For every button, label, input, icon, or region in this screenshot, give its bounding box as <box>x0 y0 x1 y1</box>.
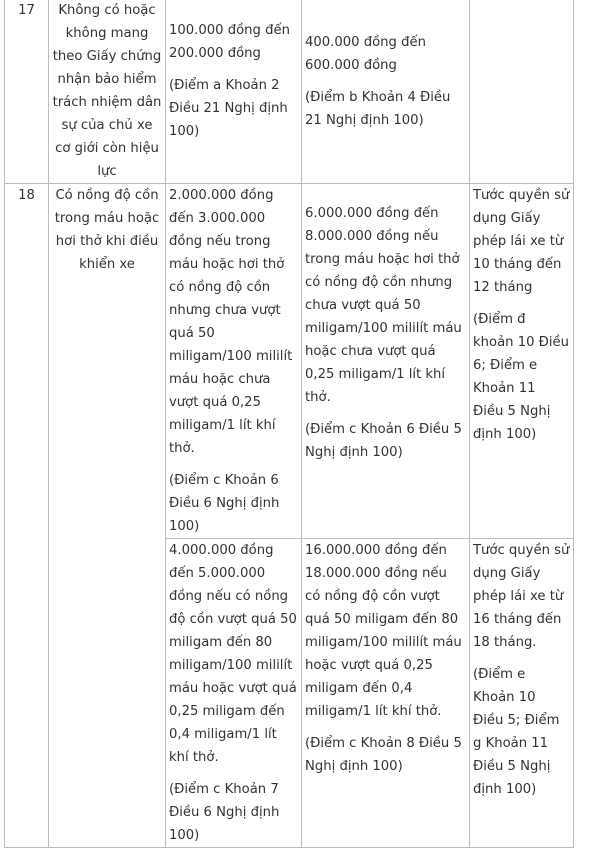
extra-penalty-text: Tước quyền sử dụng Giấy phép lái xe từ 16 tháng đến 18 tháng. <box>473 543 570 650</box>
car-fine-cell <box>302 0 470 184</box>
fine-text: 16.000.000 đồng đến 18.000.000 đồng nếu có nồng độ cồn vượt quá 50 miligam đến 80 miligam/100 mililít máu hoặc vượt quá 0,25 miligam đến 0,4 miligam/1 lít khí thở. <box>305 543 462 719</box>
violation-cell: Không có hoặc không mang theo Giấy chứng nhận bảo hiểm trách nhiệm dân sự của chủ xe cơ giới còn hiệu lực <box>49 0 166 184</box>
fine-text: 4.000.000 đồng đến 5.000.000 đồng nếu có nồng độ cồn vượt quá 50 miligam đến 80 miligam/100 mililít máu hoặc vượt quá 0,25 miligam đến 0,4 miligam/1 lít khí thở. <box>169 543 297 765</box>
legal-reference: (Điểm c Khoản 7 Điều 6 Nghị định 100) <box>169 782 280 843</box>
extra-penalty-cell <box>470 0 574 184</box>
car-fine-cell <box>302 184 470 539</box>
fine-text: 400.000 đồng đến 600.000 đồng <box>305 35 426 73</box>
extra-penalty-cell <box>470 184 574 539</box>
car-fine-cell <box>302 539 470 848</box>
legal-reference: (Điểm c Khoản 6 Điều 6 Nghị định 100) <box>169 473 280 534</box>
legal-reference: (Điểm e Khoản 10 Điều 5; Điểm g Khoản 11 Điều 5 Nghị định 100) <box>473 667 560 797</box>
fines-table <box>4 0 574 848</box>
fine-text: 2.000.000 đồng đến 3.000.000 đồng nếu trong máu hoặc hơi thở có nồng độ cồn nhưng chưa vượt quá 50 miligam/100 mililít máu hoặc chưa vượt quá 0,25 miligam/1 lít khí thở. <box>169 188 293 456</box>
fine-text: 100.000 đồng đến 200.000 đồng <box>169 23 290 61</box>
motorbike-fine-cell <box>166 539 302 848</box>
extra-penalty-text: Tước quyền sử dụng Giấy phép lái xe từ 10 tháng đến 12 tháng <box>473 188 570 295</box>
motorbike-fine-cell <box>166 0 302 184</box>
legal-reference: (Điểm đ khoản 10 Điều 6; Điểm e Khoản 11 Điều 5 Nghị định 100) <box>473 312 570 442</box>
legal-reference: (Điểm c Khoản 6 Điều 5 Nghị định 100) <box>305 422 462 460</box>
table-row <box>5 184 574 539</box>
violation-cell: Có nồng độ cồn trong máu hoặc hơi thở khi điều khiển xe <box>49 184 166 848</box>
motorbike-fine-cell <box>166 184 302 539</box>
stt-cell: 17 <box>5 0 49 184</box>
legal-reference: (Điểm c Khoản 8 Điều 5 Nghị định 100) <box>305 736 462 774</box>
fine-text: 6.000.000 đồng đến 8.000.000 đồng nếu trong máu hoặc hơi thở có nồng độ cồn nhưng chưa vượt quá 50 miligam/100 mililít máu hoặc chưa vượt quá 0,25 miligam/1 lít khí thở. <box>305 206 462 405</box>
stt-cell: 18 <box>5 184 49 848</box>
table-row <box>5 0 574 184</box>
legal-reference: (Điểm b Khoản 4 Điều 21 Nghị định 100) <box>305 90 451 128</box>
extra-penalty-cell <box>470 539 574 848</box>
legal-reference: (Điểm a Khoản 2 Điều 21 Nghị định 100) <box>169 78 288 139</box>
